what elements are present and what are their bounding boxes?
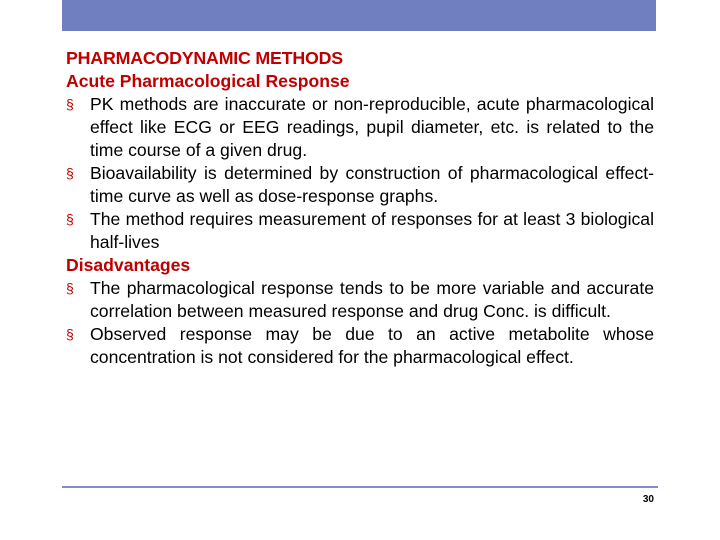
bullet-item xyxy=(66,277,654,323)
page-number: 30 xyxy=(642,494,654,505)
bullet-item xyxy=(66,208,654,254)
bullet-marker-icon: § xyxy=(66,211,74,227)
bullet-text: The method requires measurement of responses for at least 3 biological half-lives xyxy=(90,209,654,252)
section-heading-acute-response: Acute Pharmacological Response xyxy=(66,71,350,91)
bullet-marker-icon: § xyxy=(66,165,74,181)
bullet-item xyxy=(66,323,654,369)
slide-content xyxy=(66,47,654,369)
bullet-marker-icon: § xyxy=(66,326,74,342)
header-bar xyxy=(62,0,656,31)
section-heading-disadvantages: Disadvantages xyxy=(66,255,191,275)
bullet-text: Observed response may be due to an active metabolite whose concentration is not considered for the pharmacological effect. xyxy=(90,324,654,367)
footer-divider xyxy=(62,486,658,488)
bullet-item xyxy=(66,93,654,162)
bullet-item xyxy=(66,162,654,208)
bullet-text: The pharmacological response tends to be more variable and accurate correlation between measured response and drug Conc. is difficult. xyxy=(90,278,654,321)
bullet-marker-icon: § xyxy=(66,280,74,296)
bullet-marker-icon: § xyxy=(66,96,74,112)
bullet-text: PK methods are inaccurate or non-reproducible, acute pharmacological effect like ECG or EEG readings, pupil diameter, etc. is related to the time course of a given drug. xyxy=(90,94,654,160)
slide-title: PHARMACODYNAMIC METHODS xyxy=(66,48,343,68)
bullet-text: Bioavailability is determined by construction of pharmacological effect-time curve as well as dose-response graphs. xyxy=(90,163,654,206)
